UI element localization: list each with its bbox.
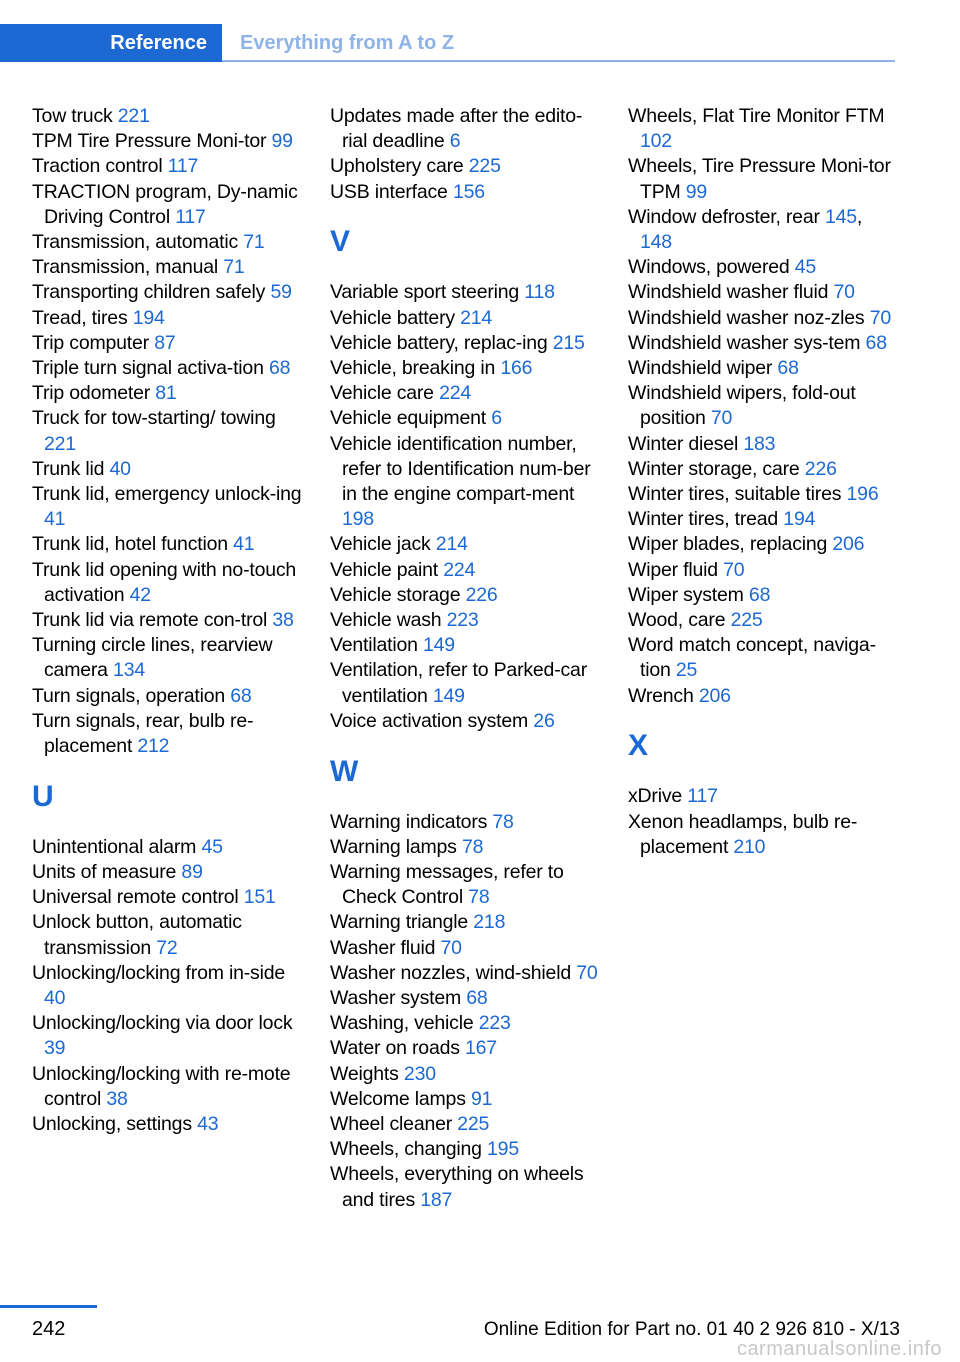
index-entry: [330, 381, 605, 406]
index-entry-text: Vehicle identification number, refer to Identification num-ber in the engine compart-ment: [330, 432, 591, 506]
page-link[interactable]: 167: [465, 1037, 497, 1060]
page-link[interactable]: 226: [465, 583, 498, 606]
index-entry: [628, 356, 898, 381]
index-column-3: [628, 104, 898, 860]
page-link[interactable]: 225: [468, 155, 501, 178]
index-entry-text: Washing, vehicle: [330, 1012, 474, 1035]
page-link[interactable]: 194: [132, 306, 165, 329]
index-entry: [32, 961, 307, 1011]
page-link[interactable]: 45: [794, 256, 817, 279]
index-entry: [32, 180, 307, 230]
page-link[interactable]: 223: [446, 609, 479, 632]
index-entry: [330, 1112, 605, 1137]
index-entry-text: Wheels, changing: [330, 1138, 482, 1161]
index-entry: [32, 356, 307, 381]
index-entry: [628, 608, 898, 633]
index-entry: [330, 154, 605, 179]
index-entry: [32, 129, 307, 154]
index-entry: [32, 230, 307, 255]
index-entry-text: Transporting children safely: [32, 281, 266, 304]
page-link[interactable]: 194: [783, 508, 816, 531]
index-entry: [330, 180, 605, 205]
page-link[interactable]: 224: [439, 382, 471, 405]
index-entry-text: USB interface: [330, 180, 448, 203]
page-link[interactable]: 134: [113, 659, 145, 682]
page-link[interactable]: 230: [403, 1062, 436, 1085]
index-entry-text: Window defroster, rear: [628, 205, 820, 228]
index-entry-text: Water on roads: [330, 1037, 460, 1060]
index-entry: [330, 532, 605, 557]
page-link[interactable]: 218: [473, 911, 506, 934]
index-entry: [32, 457, 307, 482]
index-entry: [32, 1112, 307, 1137]
index-entry-text: Wiper system: [628, 583, 744, 606]
page-link[interactable]: 99: [271, 130, 293, 153]
index-entry: [628, 583, 898, 608]
page-link[interactable]: 151: [243, 886, 276, 909]
index-column-2: [330, 104, 605, 1213]
index-entry-text: Washer nozzles, wind-shield: [330, 961, 571, 984]
page-link[interactable]: 221: [44, 432, 76, 455]
index-entry-text: Winter tires, tread: [628, 508, 779, 531]
index-entry: [628, 432, 898, 457]
page-link[interactable]: 187: [420, 1188, 453, 1211]
page-link[interactable]: 70: [869, 306, 891, 329]
index-entry-text: Tread, tires: [32, 306, 128, 329]
index-entry: [628, 280, 898, 305]
page-link[interactable]: 78: [461, 835, 484, 858]
index-entry: [628, 482, 898, 507]
index-entry: [330, 810, 605, 835]
page-link[interactable]: 149: [423, 634, 455, 657]
index-entry-text: Winter diesel: [628, 432, 739, 455]
page-link[interactable]: 149: [432, 684, 465, 707]
index-entry-text: TPM Tire Pressure Moni-tor: [32, 130, 267, 153]
index-entry: [330, 986, 605, 1011]
index-entry: [32, 1062, 307, 1112]
page-link[interactable]: 68: [777, 357, 799, 380]
index-entry-text: Unlock button, automatic transmission: [32, 911, 242, 959]
index-entry-text: Washer system: [330, 987, 462, 1010]
page-link[interactable]: 89: [181, 861, 203, 884]
page-link[interactable]: 70: [833, 281, 855, 304]
index-entry: [628, 810, 898, 860]
page-number: 242: [32, 1318, 66, 1340]
index-entry: [32, 154, 307, 179]
index-entry: [330, 961, 605, 986]
page-link[interactable]: 198: [342, 508, 374, 531]
index-entry-text: Vehicle wash: [330, 609, 442, 632]
index-entry: [330, 356, 605, 381]
page-link[interactable]: 70: [440, 936, 462, 959]
subsection-title[interactable]: Everything from A to Z: [240, 32, 455, 54]
index-entry: [628, 558, 898, 583]
index-entry-text: Turn signals, rear, bulb re-placement: [32, 709, 254, 758]
page-link[interactable]: 145: [824, 205, 857, 228]
index-entry-text: Ventilation, refer to Parked-car ventilation: [330, 659, 587, 707]
page-link[interactable]: 70: [576, 961, 598, 984]
page-link[interactable]: 68: [268, 357, 291, 380]
index-entry-text: Turning circle lines, rearview camera: [32, 634, 273, 682]
index-entry: [32, 406, 307, 456]
index-entry-text: Unlocking, settings: [32, 1113, 192, 1136]
index-entry-text: Voice activation system: [330, 709, 529, 732]
page-link[interactable]: 210: [733, 835, 766, 858]
index-entry: [32, 558, 307, 608]
index-entry: [32, 910, 307, 960]
page-link[interactable]: 78: [468, 886, 490, 909]
index-entry-text: Variable sport steering: [330, 281, 520, 304]
page-link[interactable]: 221: [117, 105, 150, 127]
index-entry-text: Trunk lid, hotel function: [32, 533, 228, 556]
index-entry: [628, 457, 898, 482]
index-entry-text: Wood, care: [628, 609, 726, 632]
index-entry-text: Windshield washer sys-tem: [628, 331, 861, 354]
page-link[interactable]: 206: [698, 684, 731, 707]
page-link[interactable]: 70: [710, 407, 733, 430]
index-entry: [330, 406, 605, 431]
page-link[interactable]: 68: [748, 583, 771, 606]
index-entry-text: Unlocking/locking via door lock: [32, 1012, 293, 1035]
index-entry: [628, 331, 898, 356]
index-entry: [32, 860, 307, 885]
index-entry: [330, 936, 605, 961]
index-entry: [330, 558, 605, 583]
page-link[interactable]: 71: [223, 256, 245, 279]
page-link[interactable]: 68: [865, 331, 887, 354]
index-entry-text: Units of measure: [32, 861, 177, 884]
page-link[interactable]: 68: [466, 987, 488, 1010]
index-entry: [330, 583, 605, 608]
page-link[interactable]: 6: [449, 130, 461, 153]
index-entry: [330, 306, 605, 331]
page-link[interactable]: 40: [44, 987, 66, 1010]
index-entry-text: Warning triangle: [330, 911, 469, 934]
index-entry: [32, 482, 307, 532]
page-link[interactable]: 214: [460, 306, 493, 329]
index-entry-text: Vehicle jack: [330, 533, 431, 556]
index-entry-text: Vehicle storage: [330, 583, 461, 606]
index-entry-text: Wiper fluid: [628, 558, 718, 581]
page-link[interactable]: 70: [723, 558, 745, 581]
index-entry-text: Transmission, automatic: [32, 231, 238, 254]
index-entry: [330, 860, 605, 910]
page-link[interactable]: 148: [640, 231, 672, 254]
header-rule: [222, 60, 895, 62]
index-entry-text: Wheel cleaner: [330, 1113, 453, 1136]
index-entry-text: Wrench: [628, 684, 694, 707]
index-entry: [330, 835, 605, 860]
index-entry-text: Trip odometer: [32, 382, 151, 405]
page-link[interactable]: 26: [533, 709, 555, 732]
index-entry-text: Trunk lid opening with no-touch activation: [32, 558, 297, 606]
index-entry: [330, 280, 605, 305]
page-link[interactable]: 223: [478, 1012, 511, 1035]
index-entry-text: Turn signals, operation: [32, 684, 226, 707]
page-link[interactable]: 39: [44, 1037, 66, 1060]
page-link[interactable]: 99: [685, 180, 708, 203]
index-entry-text: Tow truck: [32, 105, 113, 127]
index-entry-text: Ventilation: [330, 634, 418, 657]
page-link[interactable]: 42: [129, 583, 151, 606]
index-letter-heading: W: [330, 754, 359, 788]
page-link[interactable]: 212: [137, 735, 170, 758]
index-entry-text: Weights: [330, 1062, 399, 1085]
index-entry-text: Trunk lid: [32, 457, 105, 480]
index-entry-text: Warning messages, refer to Check Control: [330, 861, 564, 909]
page-link[interactable]: 59: [270, 281, 292, 304]
index-entry-text: Windshield washer noz-zles: [628, 306, 865, 329]
page-header: [0, 24, 895, 62]
page-link[interactable]: 196: [846, 483, 879, 506]
index-entry: [628, 306, 898, 331]
index-entry: [32, 1011, 307, 1061]
page-link[interactable]: 224: [443, 558, 476, 581]
index-entry-text: Vehicle battery, replac-ing: [330, 331, 548, 354]
index-entry-text: Winter storage, care: [628, 457, 800, 480]
index-entry: [330, 1087, 605, 1112]
index-entry-text: Trip computer: [32, 331, 149, 354]
index-entry-text: Transmission, manual: [32, 256, 219, 279]
index-entry: [330, 331, 605, 356]
index-entry: [330, 658, 605, 708]
page-link[interactable]: 71: [243, 231, 265, 254]
page-link[interactable]: 117: [167, 155, 199, 178]
index-entry-text: Trunk lid via remote con-trol: [32, 609, 268, 632]
page-link[interactable]: 156: [452, 180, 485, 203]
index-entry: [330, 1036, 605, 1061]
index-entry: [32, 835, 307, 860]
index-entry-text: Word match concept, naviga-tion: [628, 634, 876, 682]
index-entry: [330, 608, 605, 633]
index-entry-text: Welcome lamps: [330, 1087, 466, 1110]
index-entry-text: Truck for tow-starting/ towing: [32, 407, 276, 430]
page-link[interactable]: 68: [230, 684, 252, 707]
index-entry: [32, 306, 307, 331]
index-entry-text: Unlocking/locking with re-mote control: [32, 1062, 291, 1110]
index-entry-text: Traction control: [32, 155, 163, 178]
page-link[interactable]: 81: [155, 382, 177, 405]
index-entry-text: Updates made after the edito-rial deadline: [330, 105, 583, 153]
index-entry-text: Wheels, Tire Pressure Moni-tor TPM: [628, 155, 891, 203]
index-entry: [628, 255, 898, 280]
page-link[interactable]: 225: [730, 609, 763, 632]
index-entry: [32, 280, 307, 305]
index-entry-text: Wheels, everything on wheels and tires: [330, 1163, 584, 1211]
page-link[interactable]: 25: [675, 659, 698, 682]
page-link[interactable]: 38: [272, 609, 294, 632]
index-entry: [330, 1011, 605, 1036]
page-link[interactable]: 118: [524, 281, 555, 304]
page-link[interactable]: 226: [804, 457, 837, 480]
index-entry-text: Vehicle battery: [330, 306, 455, 329]
page-link[interactable]: 38: [106, 1087, 128, 1110]
index-entry: [32, 633, 307, 683]
index-entry-text: Triple turn signal activa-tion: [32, 357, 264, 380]
index-entry: [32, 255, 307, 280]
index-letter-heading: U: [32, 779, 54, 813]
index-entry: [330, 1137, 605, 1162]
index-entry: [330, 910, 605, 935]
index-entry: [628, 381, 898, 431]
index-entry-text: Washer fluid: [330, 936, 436, 959]
index-entry-text: Windshield wiper: [628, 357, 773, 380]
index-entry-text: TRACTION program, Dy-namic Driving Control: [32, 180, 298, 228]
index-entry-text: Vehicle paint: [330, 558, 438, 581]
index-entry-text: Wheels, Flat Tire Monitor FTM: [628, 105, 885, 127]
index-entry-text: Windshield washer fluid: [628, 281, 829, 304]
section-tab[interactable]: Reference: [0, 24, 222, 62]
page-link[interactable]: 72: [156, 936, 178, 959]
index-entry: [32, 684, 307, 709]
index-column-1: [32, 104, 307, 1137]
index-entry-text: Xenon headlamps, bulb re-placement: [628, 810, 858, 858]
watermark: carmanualsonline.info: [736, 1338, 942, 1360]
index-entry: [32, 709, 307, 759]
index-entry: [628, 784, 898, 809]
page-link[interactable]: 41: [233, 533, 255, 556]
index-entry: [330, 1162, 605, 1212]
edition-note: Online Edition for Part no. 01 40 2 926 810 - X/13: [483, 1319, 900, 1340]
index-letter-heading: V: [330, 225, 351, 259]
index-entry: [628, 154, 898, 204]
index-entry: [330, 633, 605, 658]
page-link[interactable]: 183: [743, 432, 776, 455]
index-entry-text: Unlocking/locking from in-side: [32, 961, 286, 984]
page-link[interactable]: 117: [687, 785, 718, 808]
index-entry: [628, 507, 898, 532]
index-entry-text: Upholstery care: [330, 155, 464, 178]
index-entry: [32, 608, 307, 633]
index-entry: [628, 684, 898, 709]
page-link[interactable]: 102: [640, 130, 672, 153]
page-link[interactable]: 87: [154, 331, 176, 354]
index-entry-text: xDrive: [628, 785, 683, 808]
index-entry: [32, 104, 307, 129]
index-entry-text: Warning lamps: [330, 835, 457, 858]
index-entry: [628, 633, 898, 683]
index-entry-text: Winter tires, suitable tires: [628, 483, 842, 506]
page-link[interactable]: 78: [492, 810, 514, 833]
page-link[interactable]: 91: [470, 1087, 493, 1110]
index-entry-text: Vehicle, breaking in: [330, 357, 496, 379]
page-link[interactable]: 117: [175, 205, 206, 228]
index-entry: [32, 381, 307, 406]
index-entry-text: Warning indicators: [330, 810, 488, 833]
page-link[interactable]: 41: [44, 508, 66, 531]
page-link[interactable]: 6: [491, 407, 502, 430]
page-link[interactable]: 166: [500, 357, 533, 379]
index-entry-text: Windows, powered: [628, 256, 790, 279]
page-link[interactable]: 45: [201, 835, 223, 858]
index-entry: [32, 532, 307, 557]
index-entry: [32, 331, 307, 356]
index-letter-heading: X: [628, 729, 649, 763]
page-link[interactable]: 195: [487, 1138, 519, 1161]
index-entry-text: Unintentional alarm: [32, 835, 197, 858]
index-entry-text: Vehicle equipment: [330, 407, 486, 430]
index-entry-text: Vehicle care: [330, 382, 434, 405]
index-entry: Window defroster, rear 145, 148: [628, 205, 863, 254]
page-link[interactable]: 40: [109, 457, 131, 480]
index-entry-text: Windshield wipers, fold-out position: [628, 382, 856, 430]
page-link[interactable]: 43: [197, 1113, 219, 1136]
index-entry: [628, 532, 898, 557]
index-entry-text: Trunk lid, emergency unlock-ing: [32, 483, 302, 506]
index-entry: [330, 432, 605, 533]
index-entry: [628, 104, 898, 154]
page-link[interactable]: 215: [552, 331, 585, 354]
index-entry: [330, 709, 605, 734]
page-link[interactable]: 206: [832, 533, 865, 556]
footer-rule: [0, 1305, 97, 1308]
page-link[interactable]: 225: [457, 1113, 490, 1136]
index-entry-text: Wiper blades, replacing: [628, 533, 828, 556]
index-entry-text: Universal remote control: [32, 886, 239, 909]
index-entry: [330, 104, 605, 154]
index-entry: [32, 885, 307, 910]
page-link[interactable]: 214: [435, 533, 468, 556]
index-entry: [330, 1062, 605, 1087]
